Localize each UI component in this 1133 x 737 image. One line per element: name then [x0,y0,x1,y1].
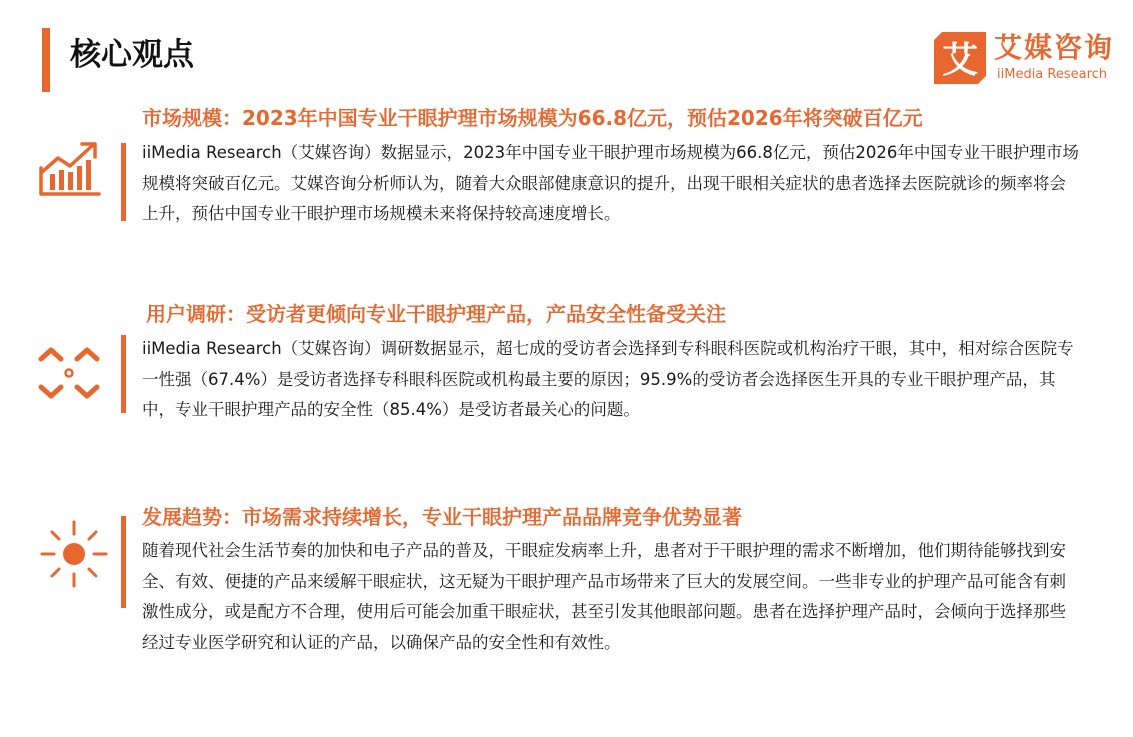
section-title: 发展趋势：市场需求持续增长，专业干眼护理产品品牌竞争优势显著 [142,505,742,529]
page-title: 核心观点 [70,37,194,73]
section-body: iiMedia Research（艾媒咨询）调研数据显示，超七成的受访者会选择到专科眼科医院或机构治疗干眼，其中，相对综合医院专一性强（67.4%）是受访者选择专科眼科医院或机构最主要的原因；95.9%的受访者会选择医生开具的专业干眼护理产品，其中，专业干眼护理产品的安全性（85.4%）是受访者最关心的问题。 [142,339,1074,419]
logo-name: 艾媒咨询 [994,31,1115,64]
section-title: 市场规模：2023年中国专业干眼护理市场规模为66.8亿元，预估2026年将突破百亿元 [142,106,923,130]
brand-logo [934,32,1120,88]
title-accent-bar [42,28,50,92]
section-body: iiMedia Research（艾媒咨询）数据显示，2023年中国专业干眼护理市场规模为66.8亿元，预估2026年中国专业干眼护理市场规模将突破百亿元。艾媒咨询分析师认为，随着大众眼部健康意识的提升，出现干眼相关症状的患者选择去医院就诊的频率将会上升，预估中国专业干眼护理市场规模未来将保持较高速度增长。 [142,143,1079,223]
focus-arrows-icon [37,343,101,407]
section-accent-bar [121,143,126,221]
logo-mark-icon [934,32,986,84]
section-accent-bar [121,335,126,413]
logo-mark-char: 艾 [941,40,979,81]
section-title: 用户调研：受访者更倾向专业干眼护理产品，产品安全性备受关注 [146,302,726,326]
logo-english-name: iiMedia Research [997,67,1108,82]
section-accent-bar [121,516,126,608]
growth-chart-icon [38,137,102,199]
section-body: 随着现代社会生活节奏的加快和电子产品的普及，干眼症发病率上升，患者对于干眼护理的需求不断增加，他们期待能够找到安全、有效、便捷的产品来缓解干眼症状，这无疑为干眼护理产品市场带来了巨大的发展空间。一些非专业的护理产品可能含有刺激性成分，或是配方不合理，使用后可能会加重干眼症状，甚至引发其他眼部问题。患者在选择护理产品时，会倾向于选择那些经过专业医学研究和认证的产品，以确保产品的安全性和有效性。 [142,541,1066,652]
sun-icon [38,518,108,588]
